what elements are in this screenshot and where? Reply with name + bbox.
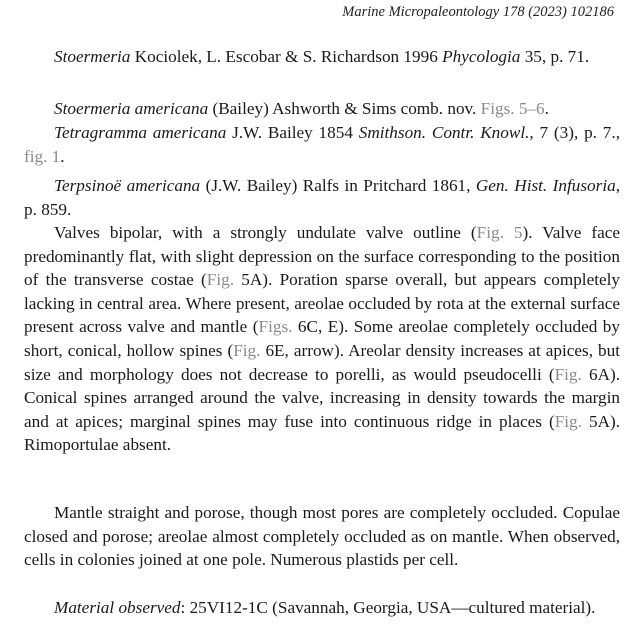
basionym-authors: J.W. Bailey 1854	[226, 123, 359, 142]
basionym-name: Tetragramma americana	[54, 123, 227, 142]
synonym-authors: (J.W. Bailey) Ralfs in Pritchard 1861,	[200, 176, 476, 195]
figure-link[interactable]: Figs.	[258, 317, 293, 337]
figure-link[interactable]: Fig.	[554, 411, 582, 431]
figure-link[interactable]: Fig.	[206, 270, 234, 290]
mantle-description: Mantle straight and porose, though most pores are completely occluded. Copulae closed and porose; areolae almost completely occluded as on mantle. When observed, cells in colonies joined at one pole. Numerous plastids per cell.	[24, 503, 620, 570]
genus-journal: Phycologia	[442, 47, 521, 66]
valve-description: Valves bipolar, with a strongly undulate valve outline (Fig. 5). Valve face predominantly flat, with slight depression on the surface corresponding to the position of the transverse costae (Fig. 5A). Poration sparse overall, but appears completely lacking in central area. Where present, areolae occluded by rota at the external surface present across valve and mantle (Figs. 6C, E). Some areolae completely occluded by short, conical, hollow spines (Fig. 6E, arrow). Areolar density increases at apices, but size and morphology does not decrease to porelli, as would pseudocelli (Fig. 6A). Conical spines arranged around the valve, increasing in density towards the margin and at apices; marginal spines may fuse into continuous ridge in places (Fig. 5A). Rimoportulae absent.	[24, 223, 621, 455]
running-header: Marine Micropaleontology 178 (2023) 102186	[342, 4, 614, 20]
synonym-citation	[24, 174, 620, 221]
species-authors: (Bailey) Ashworth & Sims comb. nov.	[208, 99, 481, 118]
genus-citation	[24, 45, 620, 69]
synonym-reference: , p. 859.	[24, 176, 621, 219]
figure-link[interactable]: Fig.	[233, 340, 261, 360]
genus-name: Stoermeria	[54, 47, 131, 66]
species-citation: Stoermeria americana (Bailey) Ashworth & Sims comb. nov. Figs. 5–6.	[54, 99, 549, 118]
material-observed	[24, 596, 620, 620]
genus-reference: 35, p. 71.	[520, 47, 590, 66]
figure-link[interactable]: Fig.	[554, 364, 582, 384]
figure-link[interactable]: fig. 1	[24, 146, 61, 166]
synonym-journal: Gen. Hist. Infusoria	[475, 176, 616, 195]
genus-authors: Kociolek, L. Escobar & S. Richardson 1996	[130, 47, 443, 66]
synonym-name: Terpsinoë americana	[54, 176, 201, 195]
basionym-reference: , 7 (3), p. 7.,	[529, 123, 620, 142]
basionym-citation: Tetragramma americana J.W. Bailey 1854 Smithson. Contr. Knowl., 7 (3), p. 7., fig. 1.	[24, 123, 620, 166]
figure-link[interactable]: Figs. 5–6	[480, 99, 545, 118]
figure-link[interactable]: Fig. 5	[476, 223, 523, 242]
material-label: Material observed	[54, 598, 181, 617]
species-name: Stoermeria americana	[54, 99, 209, 118]
material-text: : 25VI12-1C (Savannah, Georgia, USA—cultured material).	[180, 598, 596, 617]
basionym-journal: Smithson. Contr. Knowl.	[358, 123, 530, 142]
